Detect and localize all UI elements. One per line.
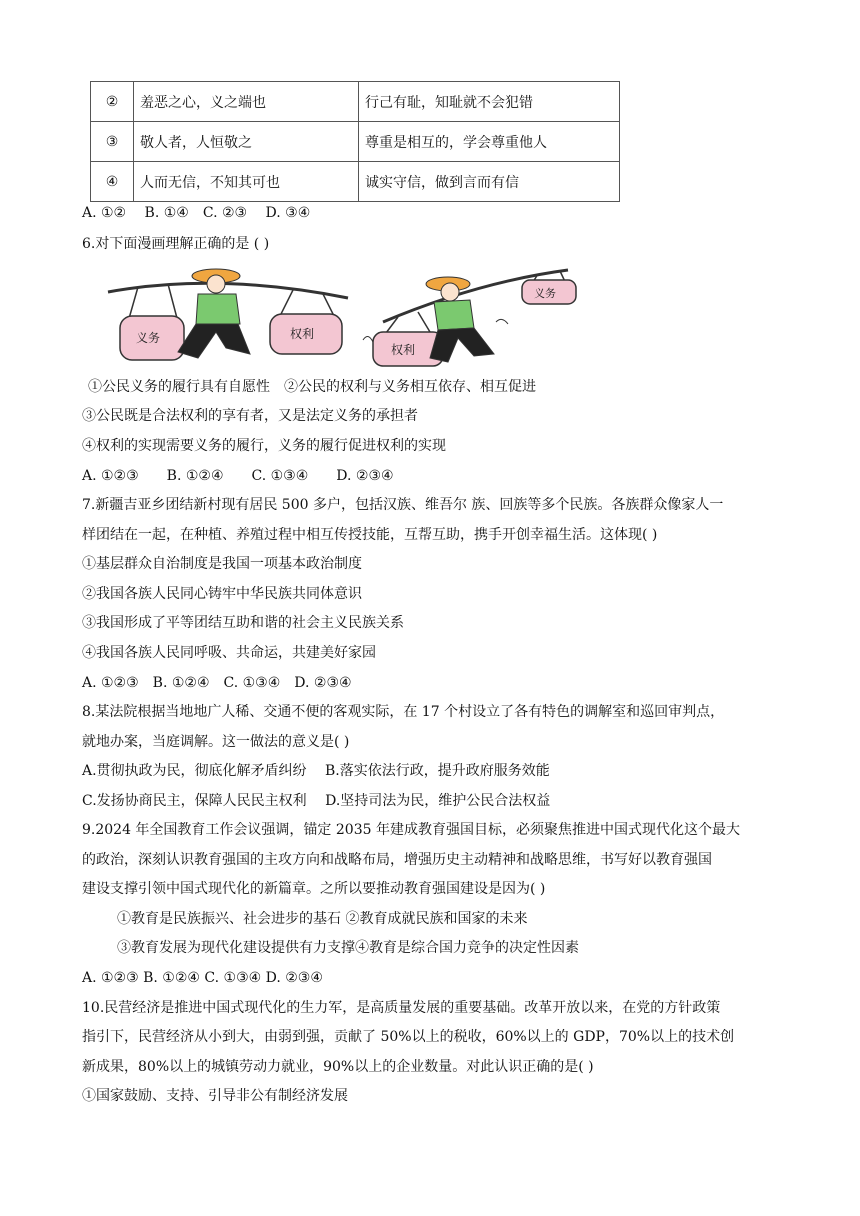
proverb-table (90, 81, 620, 202)
q9-item: ①教育是民族振兴、社会进步的基石 ②教育成就民族和国家的未来 (117, 911, 528, 927)
row-number: ③ (91, 122, 134, 162)
comic-label: 权利 (290, 327, 315, 341)
q7-item: ③我国形成了平等团结互助和谐的社会主义民族关系 (82, 615, 404, 631)
left-comic-figure (108, 269, 348, 360)
table-row (91, 122, 620, 162)
comic-icon (98, 262, 588, 370)
q6-item: ①公民义务的履行具有自愿性 ②公民的权利与义务相互依存、相互促进 (88, 379, 536, 395)
q7-stem-line: 7.新疆吉亚乡团结新村现有居民 500 多户，包括汉族、维吾尔 族、回族等多个民族。各族群众像家人一 (82, 497, 724, 513)
row-quote: 羞恶之心，义之端也 (134, 82, 359, 122)
q7-item: ①基层群众自治制度是我国一项基本政治制度 (82, 556, 362, 572)
q6-item: ④权利的实现需要义务的履行，义务的履行促进权利的实现 (82, 438, 446, 454)
row-meaning: 诚实守信，做到言而有信 (359, 162, 620, 202)
q7-options: A. ①②③ B. ①②④ C. ①③④ D. ②③④ (82, 675, 352, 691)
table-row (91, 82, 620, 122)
q9-stem-line: 的政治，深刻认识教育强国的主攻方向和战略布局，增强历史主动精神和战略思维，书写好以教育强国 (82, 852, 712, 868)
q7-item: ②我国各族人民同心铸牢中华民族共同体意识 (82, 586, 362, 602)
q7-stem-line: 样团结在一起，在种植、养殖过程中相互传授技能，互帮互助，携手开创幸福生活。这体现( ) (82, 527, 658, 543)
q10-item: ①国家鼓励、支持、引导非公有制经济发展 (82, 1088, 348, 1104)
q5-options: A. ①② B. ①④ C. ②③ D. ③④ (82, 205, 311, 221)
q9-options: A. ①②③ B. ①②④ C. ①③④ D. ②③④ (82, 970, 323, 986)
row-meaning: 行己有耻，知耻就不会犯错 (359, 82, 620, 122)
q9-stem-line: 建设支撑引领中国式现代化的新篇章。之所以要推动教育强国建设是因为( ) (82, 881, 546, 897)
right-comic-figure (363, 270, 576, 366)
q6-stem: 6.对下面漫画理解正确的是 ( ) (82, 236, 270, 252)
q10-stem-line: 指引下，民营经济从小到大，由弱到强，贡献了 50%以上的税收，60%以上的 GDP，70%以上的技术创 (82, 1029, 735, 1045)
q7-item: ④我国各族人民同呼吸、共命运，共建美好家园 (82, 645, 376, 661)
q10-stem-line: 新成果，80%以上的城镇劳动力就业，90%以上的企业数量。对此认识正确的是( ) (82, 1059, 594, 1075)
comic-label: 权利 (391, 343, 416, 357)
comic-label: 义务 (136, 331, 161, 345)
q10-stem-line: 10.民营经济是推进中国式现代化的生力军，是高质量发展的重要基础。改革开放以来，在党的方针政策 (82, 1000, 721, 1016)
q6-item: ③公民既是合法权利的享有者，又是法定义务的承担者 (82, 408, 418, 424)
q8-stem-line: 8.某法院根据当地地广人稀、交通不便的客观实际，在 17 个村设立了各有特色的调解室和巡回审判点， (82, 704, 725, 720)
row-number: ④ (91, 162, 134, 202)
table-row (91, 162, 620, 202)
q8-option: A.贯彻执政为民，彻底化解矛盾纠纷 B.落实依法行政，提升政府服务效能 (82, 763, 550, 779)
q9-stem-line: 9.2024 年全国教育工作会议强调，锚定 2035 年建成教育强国目标，必须聚焦推进中国式现代化这个最大 (82, 822, 740, 838)
q8-option: C.发扬协商民主，保障人民民主权利 D.坚持司法为民，维护公民合法权益 (82, 793, 551, 809)
row-meaning: 尊重是相互的，学会尊重他人 (359, 122, 620, 162)
row-quote: 人而无信，不知其可也 (134, 162, 359, 202)
q9-item: ③教育发展为现代化建设提供有力支撑④教育是综合国力竞争的决定性因素 (117, 940, 579, 956)
comic-label: 义务 (534, 287, 556, 300)
q8-stem-line: 就地办案，当庭调解。这一做法的意义是( ) (82, 734, 350, 750)
row-number: ② (91, 82, 134, 122)
q6-options: A. ①②③ B. ①②④ C. ①③④ D. ②③④ (82, 468, 394, 484)
row-quote: 敬人者，人恒敬之 (134, 122, 359, 162)
